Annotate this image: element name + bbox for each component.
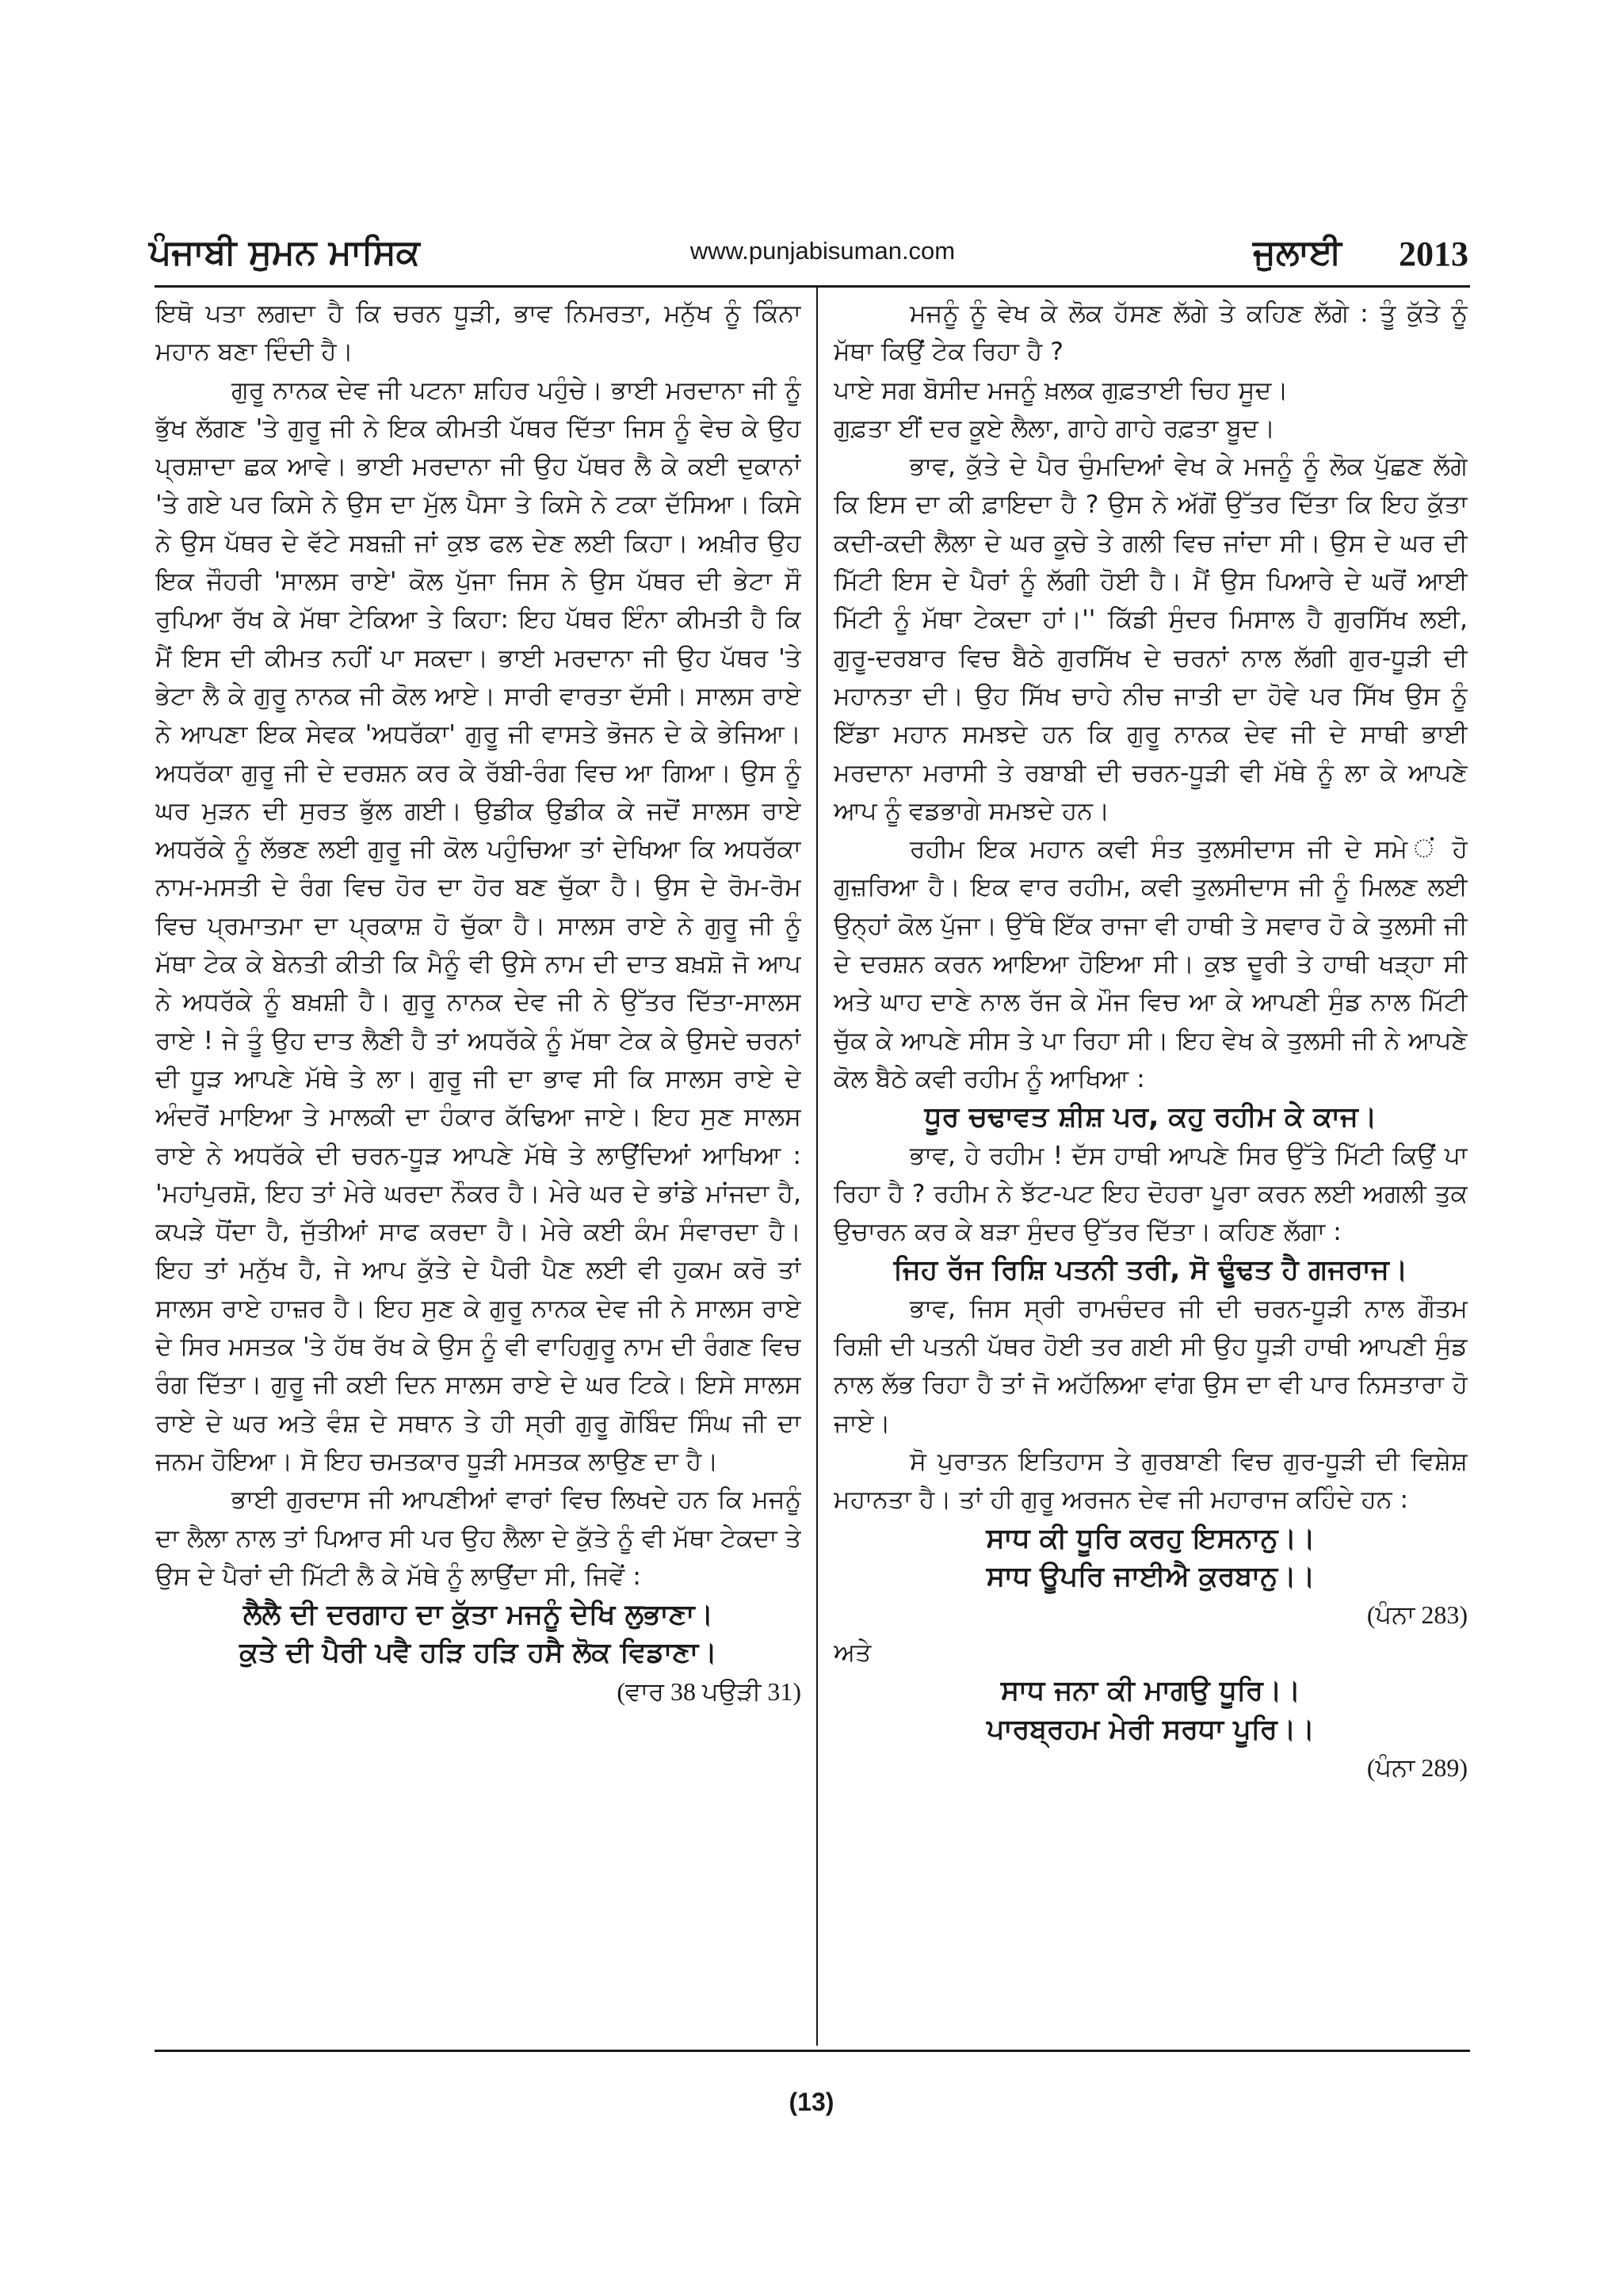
magazine-title: ਪੰਜਾਬੀ ਸੁਮਨ ਮਾਸਿਕ bbox=[149, 232, 420, 273]
paragraph: ਭਾਵ, ਕੁੱਤੇ ਦੇ ਪੈਰ ਚੁੰਮਦਿਆਂ ਵੇਖ ਕੇ ਮਜਨੂੰ ਨੂੰ ਲੋਕ ਪੁੱਛਣ ਲੱਗੇ ਕਿ ਇਸ ਦਾ ਕੀ ਫ਼ਾਇਦਾ ਹੈ ? ਉਸ ਨੇ ਅੱਗੋਂ ਉੱਤਰ ਦਿੱਤਾ ਕਿ ਇਹ ਕੁੱਤਾ ਕਦੀ-ਕਦੀ ਲੈਲਾ ਦੇ ਘਰ ਕੂਚੇ ਤੇ ਗਲੀ ਵਿਚ ਜਾਂਦਾ ਸੀ। ਉਸ ਦੇ ਘਰ ਦੀ ਮਿੱਟੀ ਇਸ ਦੇ ਪੈਰਾਂ ਨੂੰ ਲੱਗੀ ਹੋਈ ਹੈ। ਮੈਂ ਉਸ ਪਿਆਰੇ ਦੇ ਘਰੋਂ ਆਈ ਮਿੱਟੀ ਨੂੰ ਮੱਥਾ ਟੇਕਦਾ ਹਾਂ।'' ਕਿੱਡੀ ਸੁੰਦਰ ਮਿਸਾਲ ਹੈ ਗੁਰਸਿੱਖ ਲਈ, ਗੁਰੂ-ਦਰਬਾਰ ਵਿਚ ਬੈਠੇ ਗੁਰਸਿੱਖ ਦੇ ਚਰਨਾਂ ਨਾਲ ਲੱਗੀ ਗੁਰ-ਧੂੜੀ ਦੀ ਮਹਾਨਤਾ ਦੀ। ਉਹ ਸਿੱਖ ਚਾਹੇ ਨੀਚ ਜਾਤੀ ਦਾ ਹੋਵੇ ਪਰ ਸਿੱਖ ਉਸ ਨੂੰ ਇੱਡਾ ਮਹਾਨ ਸਮਝਦੇ ਹਨ ਕਿ ਗੁਰੂ ਨਾਨਕ ਦੇਵ ਜੀ ਦੇ ਸਾਥੀ ਭਾਈ ਮਰਦਾਨਾ ਮਰਾਸੀ ਤੇ ਰਬਾਬੀ ਦੀ ਚਰਨ-ਧੂੜੀ ਵੀ ਮੱਥੇ ਨੂੰ ਲਾ ਕੇ ਆਪਣੇ ਆਪ ਨੂੰ ਵਡਭਾਗੇ ਸਮਝਦੇ ਹਨ। bbox=[834, 452, 1468, 826]
column-divider bbox=[816, 287, 818, 2046]
verse-line: ਪਾਰਬ੍ਰਹਮ ਮੇਰੀ ਸਰਧਾ ਪੂਰਿ।। bbox=[987, 1713, 1315, 1745]
paragraph: ਭਾਈ ਗੁਰਦਾਸ ਜੀ ਆਪਣੀਆਂ ਵਾਰਾਂ ਵਿਚ ਲਿਖਦੇ ਹਨ ਕਿ ਮਜਨੂੰ ਦਾ ਲੈਲਾ ਨਾਲ ਤਾਂ ਪਿਆਰ ਸੀ ਪਰ ਉਹ ਲੈਲਾ ਦੇ ਕੁੱਤੇ ਨੂੰ ਵੀ ਮੱਥਾ ਟੇਕਦਾ ਤੇ ਉਸ ਦੇ ਪੈਰਾਂ ਦੀ ਮਿੱਟੀ ਲੈ ਕੇ ਮੱਥੇ ਨੂੰ ਲਾਉਂਦਾ ਸੀ, ਜਿਵੇਂ : bbox=[155, 1486, 801, 1591]
conjunction-text: ਅਤੇ bbox=[834, 1638, 872, 1668]
issue-year: 2013 bbox=[1399, 235, 1468, 273]
verse-reference: (ਵਾਰ 38 ਪਉੜੀ 31) bbox=[617, 1676, 801, 1706]
right-column bbox=[834, 295, 1468, 2046]
paragraph: ਭਾਵ, ਜਿਸ ਸ੍ਰੀ ਰਾਮਚੰਦਰ ਜੀ ਦੀ ਚਰਨ-ਧੂੜੀ ਨਾਲ ਗੌਤਮ ਰਿਸ਼ੀ ਦੀ ਪਤਨੀ ਪੱਥਰ ਹੋਈ ਤਰ ਗਈ ਸੀ ਉਹ ਧੂੜੀ ਹਾਥੀ ਆਪਣੀ ਸੁੰਡ ਨਾਲ ਲੱਭ ਰਿਹਾ ਹੈ ਤਾਂ ਜੋ ਅਹੱਲਿਆ ਵਾਂਗ ਉਸ ਦਾ ਵੀ ਪਾਰ ਨਿਸਤਾਰਾ ਹੋ ਜਾਏ। bbox=[834, 1294, 1468, 1438]
issue-month: ਜੁਲਾਈ bbox=[1253, 232, 1342, 273]
verse-line: ਸਾਧ ਊਪਰਿ ਜਾਈਐ ਕੁਰਬਾਨੁ।। bbox=[986, 1560, 1316, 1592]
page-number: (13) bbox=[789, 2088, 834, 2116]
website-url: www.punjabisuman.com bbox=[689, 237, 956, 265]
verse-line: ਜਿਹ ਰੱਜ ਰਿਸ਼ਿ ਪਤਨੀ ਤਰੀ, ਸੋ ਢੂੰਢਤ ਹੈ ਗਜਰਾਜ। bbox=[893, 1254, 1408, 1287]
verse-line: ਲੈਲੈ ਦੀ ਦਰਗਾਹ ਦਾ ਕੁੱਤਾ ਮਜਨੂੰ ਦੇਖਿ ਲੁਭਾਣਾ। bbox=[242, 1599, 714, 1631]
paragraph: ਗੁਰੂ ਨਾਨਕ ਦੇਵ ਜੀ ਪਟਨਾ ਸ਼ਹਿਰ ਪਹੁੰਚੇ। ਭਾਈ ਮਰਦਾਨਾ ਜੀ ਨੂੰ ਭੁੱਖ ਲੱਗਣ 'ਤੇ ਗੁਰੂ ਜੀ ਨੇ ਇਕ ਕੀਮਤੀ ਪੱਥਰ ਦਿੱਤਾ ਜਿਸ ਨੂੰ ਵੇਚ ਕੇ ਉਹ ਪ੍ਰਸ਼ਾਦਾ ਛਕ ਆਵੇ। ਭਾਈ ਮਰਦਾਨਾ ਜੀ ਉਹ ਪੱਥਰ ਲੈ ਕੇ ਕਈ ਦੁਕਾਨਾਂ 'ਤੇ ਗਏ ਪਰ ਕਿਸੇ ਨੇ ਉਸ ਦਾ ਮੁੱਲ ਪੈਸਾ ਤੇ ਕਿਸੇ ਨੇ ਟਕਾ ਦੱਸਿਆ। ਕਿਸੇ ਨੇ ਉਸ ਪੱਥਰ ਦੇ ਵੱਟੇ ਸਬਜ਼ੀ ਜਾਂ ਕੁਝ ਫਲ ਦੇਣ ਲਈ ਕਿਹਾ। ਅਖ਼ੀਰ ਉਹ ਇਕ ਜੌਹਰੀ 'ਸਾਲਸ ਰਾਏ' ਕੋਲ ਪੁੱਜਾ ਜਿਸ ਨੇ ਉਸ ਪੱਥਰ ਦੀ ਭੇਟਾ ਸੌ ਰੁਪਿਆ ਰੱਖ ਕੇ ਮੱਥਾ ਟੇਕਿਆ ਤੇ ਕਿਹਾ: ਇਹ ਪੱਥਰ ਇੰਨਾ ਕੀਮਤੀ ਹੈ ਕਿ ਮੈਂ ਇਸ ਦੀ ਕੀਮਤ ਨਹੀਂ ਪਾ ਸਕਦਾ। ਭਾਈ ਮਰਦਾਨਾ ਜੀ ਉਹ ਪੱਥਰ 'ਤੇ ਭੇਟਾ ਲੈ ਕੇ ਗੁਰੂ ਨਾਨਕ ਜੀ ਕੋਲ ਆਏ। ਸਾਰੀ ਵਾਰਤਾ ਦੱਸੀ। ਸਾਲਸ ਰਾਏ ਨੇ ਆਪਣਾ ਇਕ ਸੇਵਕ 'ਅਧਰੱਕਾ' ਗੁਰੂ ਜੀ ਵਾਸਤੇ ਭੋਜਨ ਦੇ ਕੇ ਭੇਜਿਆ। ਅਧਰੱਕਾ ਗੁਰੂ ਜੀ ਦੇ ਦਰਸ਼ਨ ਕਰ ਕੇ ਰੱਬੀ-ਰੰਗ ਵਿਚ ਆ ਗਿਆ। ਉਸ ਨੂੰ ਘਰ ਮੁੜਨ ਦੀ ਸੁਰਤ ਭੁੱਲ ਗਈ। ਉਡੀਕ ਉਡੀਕ ਕੇ ਜਦੋਂ ਸਾਲਸ ਰਾਏ ਅਧਰੱਕੇ ਨੂੰ ਲੱਭਣ ਲਈ ਗੁਰੂ ਜੀ ਕੋਲ ਪਹੁੰਚਿਆ ਤਾਂ ਦੇਖਿਆ ਕਿ ਅਧਰੱਕਾ ਨਾਮ-ਮਸਤੀ ਦੇ ਰੰਗ ਵਿਚ ਹੋਰ ਦਾ ਹੋਰ ਬਣ ਚੁੱਕਾ ਹੈ। ਉਸ ਦੇ ਰੋਮ-ਰੋਮ ਵਿਚ ਪ੍ਰਮਾਤਮਾ ਦਾ ਪ੍ਰਕਾਸ਼ ਹੋ ਚੁੱਕਾ ਹੈ। ਸਾਲਸ ਰਾਏ ਨੇ ਗੁਰੂ ਜੀ ਨੂੰ ਮੱਥਾ ਟੇਕ ਕੇ ਬੇਨਤੀ ਕੀਤੀ ਕਿ ਮੈਨੂੰ ਵੀ ਉਸੇ ਨਾਮ ਦੀ ਦਾਤ ਬਖ਼ਸ਼ੋ ਜੋ ਆਪ ਨੇ ਅਧਰੱਕੇ ਨੂੰ ਬਖ਼ਸ਼ੀ ਹੈ। ਗੁਰੂ ਨਾਨਕ ਦੇਵ ਜੀ ਨੇ ਉੱਤਰ ਦਿੱਤਾ-ਸਾਲਸ ਰਾਏ ! ਜੇ ਤੂੰ ਉਹ ਦਾਤ ਲੈਣੀ ਹੈ ਤਾਂ ਅਧਰੱਕੇ ਨੂੰ ਮੱਥਾ ਟੇਕ ਕੇ ਉਸਦੇ ਚਰਨਾਂ ਦੀ ਧੂੜ ਆਪਣੇ ਮੱਥੇ ਤੇ ਲਾ। ਗੁਰੂ ਜੀ ਦਾ ਭਾਵ ਸੀ ਕਿ ਸਾਲਸ ਰਾਏ ਦੇ ਅੰਦਰੋਂ ਮਾਇਆ ਤੇ ਮਾਲਕੀ ਦਾ ਹੰਕਾਰ ਕੱਢਿਆ ਜਾਏ। ਇਹ ਸੁਣ ਸਾਲਸ ਰਾਏ ਨੇ ਅਧਰੱਕੇ ਦੀ ਚਰਨ-ਧੂੜ ਆਪਣੇ ਮੱਥੇ ਤੇ ਲਾਉਂਦਿਆਂ ਆਖਿਆ : 'ਮਹਾਂਪੁਰਸ਼ੋ, ਇਹ ਤਾਂ ਮੇਰੇ ਘਰਦਾ ਨੌਕਰ ਹੈ। ਮੇਰੇ ਘਰ ਦੇ ਭਾਂਡੇ ਮਾਂਜਦਾ ਹੈ, ਕਪੜੇ ਧੋਂਦਾ ਹੈ, ਜੁੱਤੀਆਂ ਸਾਫ ਕਰਦਾ ਹੈ। ਮੇਰੇ ਕਈ ਕੰਮ ਸੰਵਾਰਦਾ ਹੈ। ਇਹ ਤਾਂ ਮਨੁੱਖ ਹੈ, ਜੇ ਆਪ ਕੁੱਤੇ ਦੇ ਪੈਰੀ ਪੈਣ ਲਈ ਵੀ ਹੁਕਮ ਕਰੋ ਤਾਂ ਸਾਲਸ ਰਾਏ ਹਾਜ਼ਰ ਹੈ। ਇਹ ਸੁਣ ਕੇ ਗੁਰੂ ਨਾਨਕ ਦੇਵ ਜੀ ਨੇ ਸਾਲਸ ਰਾਏ ਦੇ ਸਿਰ ਮਸਤਕ 'ਤੇ ਹੱਥ ਰੱਖ ਕੇ ਉਸ ਨੂੰ ਵੀ ਵਾਹਿਗੁਰੂ ਨਾਮ ਦੀ ਰੰਗਣ ਵਿਚ ਰੰਗ ਦਿੱਤਾ। ਗੁਰੂ ਜੀ ਕਈ ਦਿਨ ਸਾਲਸ ਰਾਏ ਦੇ ਘਰ ਟਿਕੇ। ਇਸੇ ਸਾਲਸ ਰਾਏ ਦੇ ਘਰ ਅਤੇ ਵੰਸ਼ ਦੇ ਸਥਾਨ ਤੇ ਹੀ ਸ੍ਰੀ ਗੁਰੂ ਗੋਬਿੰਦ ਸਿੰਘ ਜੀ ਦਾ ਜਨਮ ਹੋਇਆ। ਸੋ ਇਹ ਚਮਤਕਾਰ ਧੂੜੀ ਮਸਤਕ ਲਾਉਣ ਦਾ ਹੈ। bbox=[155, 376, 801, 1476]
footer-rule bbox=[155, 2050, 1470, 2052]
paragraph: ਇਥੋ ਪਤਾ ਲਗਦਾ ਹੈ ਕਿ ਚਰਨ ਧੂੜੀ, ਭਾਵ ਨਿਮਰਤਾ, ਮਨੁੱਖ ਨੂੰ ਕਿੰਨਾ ਮਹਾਨ ਬਣਾ ਦਿੰਦੀ ਹੈ। bbox=[155, 299, 801, 367]
left-column bbox=[155, 295, 801, 2046]
verse-reference: (ਪੰਨਾ 283) bbox=[1366, 1600, 1468, 1630]
paragraph: ਮਜਨੂੰ ਨੂੰ ਵੇਖ ਕੇ ਲੋਕ ਹੱਸਣ ਲੱਗੇ ਤੇ ਕਹਿਣ ਲੱਗੇ : ਤੂੰ ਕੁੱਤੇ ਨੂੰ ਮੱਥਾ ਕਿਉਂ ਟੇਕ ਰਿਹਾ ਹੈ ? bbox=[834, 299, 1468, 367]
page-header bbox=[149, 226, 1468, 281]
header-rule bbox=[155, 285, 1470, 288]
verse-line: ਸਾਧ ਕੀ ਧੂਰਿ ਕਰਹੁ ਇਸਨਾਨੁ।। bbox=[986, 1522, 1316, 1554]
persian-verse: ਪਾਏ ਸਗ ਬੋਸੀਦ ਮਜਨੂੰ ਖ਼ਲਕ ਗੁਫ਼ਤਾਈ ਚਿਹ ਸੂਦ। bbox=[834, 376, 1289, 405]
paragraph: ਭਾਵ, ਹੇ ਰਹੀਮ ! ਦੱਸ ਹਾਥੀ ਆਪਣੇ ਸਿਰ ਉੱਤੇ ਮਿੱਟੀ ਕਿਉਂ ਪਾ ਰਿਹਾ ਹੈ ? ਰਹੀਮ ਨੇ ਝੱਟ-ਪਟ ਇਹ ਦੋਹਰਾ ਪੂਰਾ ਕਰਨ ਲਈ ਅਗਲੀ ਤੁਕ ਉਚਾਰਨ ਕਰ ਕੇ ਬੜਾ ਸੁੰਦਰ ਉੱਤਰ ਦਿੱਤਾ। ਕਹਿਣ ਲੱਗਾ : bbox=[834, 1141, 1468, 1247]
persian-verse: ਗੁਫ਼ਤਾ ਈਂ ਦਰ ਕੂਏ ਲੈਲਾ, ਗਾਹੇ ਗਾਹੇ ਰਫ਼ਤਾ ਬੂਦ। bbox=[834, 414, 1276, 443]
verse-reference: (ਪੰਨਾ 289) bbox=[1366, 1753, 1468, 1782]
paragraph: ਰਹੀਮ ਇਕ ਮਹਾਨ ਕਵੀ ਸੰਤ ਤੁਲਸੀਦਾਸ ਜੀ ਦੇ ਸਮੇ ਂ ਹੋ ਗੁਜ਼ਰਿਆ ਹੈ। ਇਕ ਵਾਰ ਰਹੀਮ, ਕਵੀ ਤੁਲਸੀਦਾਸ ਜੀ ਨੂੰ ਮਿਲਣ ਲਈ ਉਨ੍ਹਾਂ ਕੋਲ ਪੁੱਜਾ। ਉੱਥੇ ਇੱਕ ਰਾਜਾ ਵੀ ਹਾਥੀ ਤੇ ਸਵਾਰ ਹੋ ਕੇ ਤੁਲਸੀ ਜੀ ਦੇ ਦਰਸ਼ਨ ਕਰਨ ਆਇਆ ਹੋਇਆ ਸੀ। ਕੁਝ ਦੂਰੀ ਤੇ ਹਾਥੀ ਖੜ੍ਹਾ ਸੀ ਅਤੇ ਘਾਹ ਦਾਣੇ ਨਾਲ ਰੱਜ ਕੇ ਮੌਜ ਵਿਚ ਆ ਕੇ ਆਪਣੀ ਸੁੰਡ ਨਾਲ ਮਿੱਟੀ ਚੁੱਕ ਕੇ ਆਪਣੇ ਸੀਸ ਤੇ ਪਾ ਰਿਹਾ ਸੀ। ਇਹ ਵੇਖ ਕੇ ਤੁਲਸੀ ਜੀ ਨੇ ਆਪਣੇ ਕੋਲ ਬੈਠੇ ਕਵੀ ਰਹੀਮ ਨੂੰ ਆਖਿਆ : bbox=[834, 835, 1468, 1093]
verse-line: ਧੂਰ ਚਢਾਵਤ ਸ਼ੀਸ਼ ਪਰ, ਕਹੁ ਰਹੀਮ ਕੇ ਕਾਜ। bbox=[924, 1101, 1377, 1134]
verse-line: ਕੁਤੇ ਦੀ ਪੈਰੀ ਪਵੈ ਹੜਿ ਹੜਿ ਹਸੈ ਲੋਕ ਵਿਡਾਣਾ। bbox=[239, 1637, 717, 1669]
verse-line: ਸਾਧ ਜਨਾ ਕੀ ਮਾਗਉ ਧੂਰਿ।। bbox=[1000, 1675, 1301, 1707]
paragraph: ਸੋ ਪੁਰਾਤਨ ਇਤਿਹਾਸ ਤੇ ਗੁਰਬਾਣੀ ਵਿਚ ਗੁਰ-ਧੂੜੀ ਦੀ ਵਿਸ਼ੇਸ਼ ਮਹਾਨਤਾ ਹੈ। ਤਾਂ ਹੀ ਗੁਰੂ ਅਰਜਨ ਦੇਵ ਜੀ ਮਹਾਰਾਜ ਕਹਿੰਦੇ ਹਨ : bbox=[834, 1447, 1468, 1515]
